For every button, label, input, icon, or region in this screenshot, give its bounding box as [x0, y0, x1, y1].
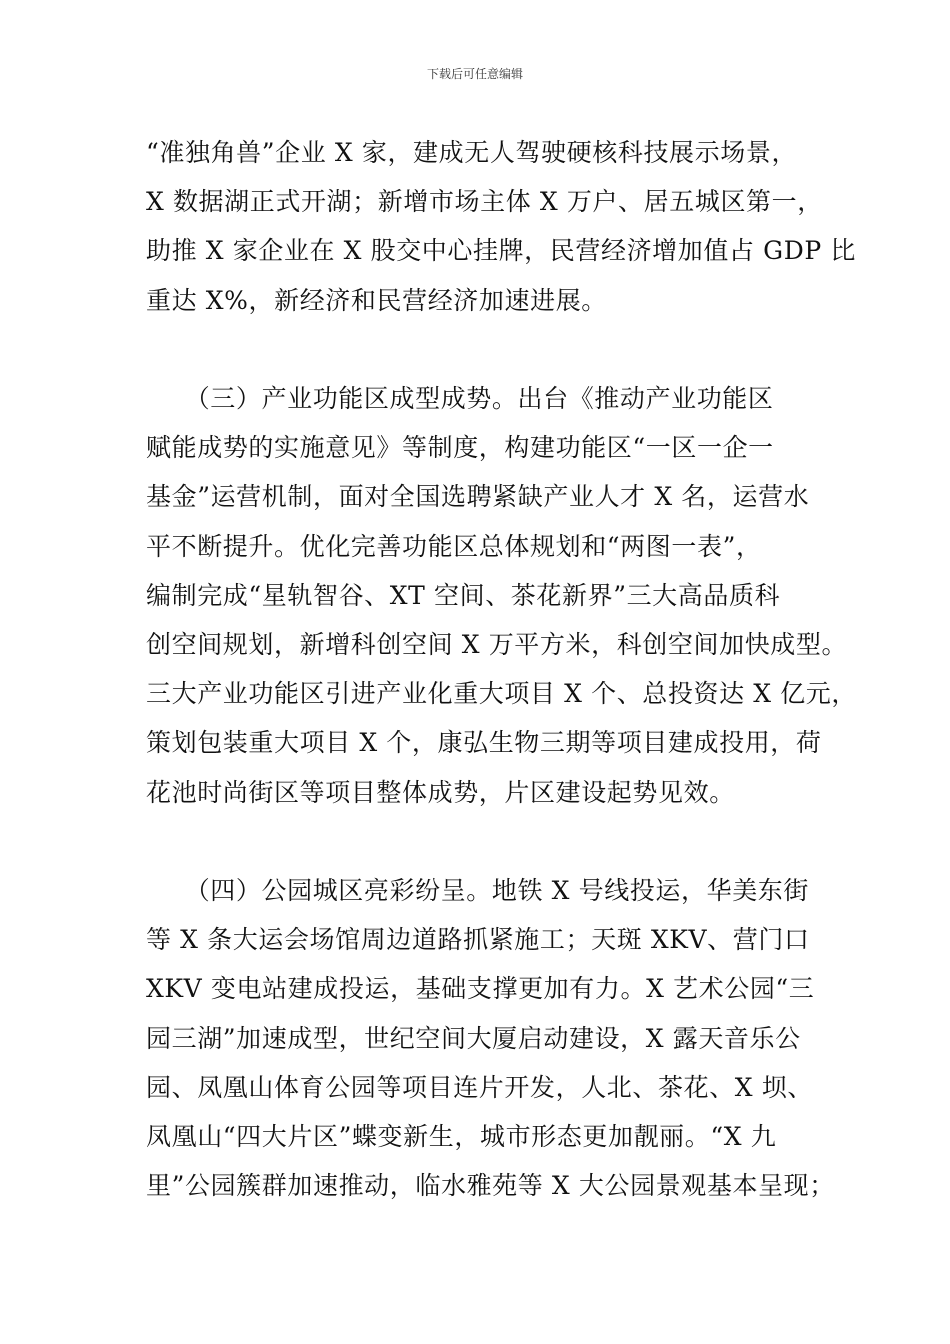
text-line: “准独角兽”企业 X 家，建成无人驾驶硬核科技展示场景， — [146, 138, 798, 167]
text-line: 等 X 条大运会场馆周边道路抓紧施工；天斑 XKV、营门口 — [146, 925, 810, 955]
text-line: 三大产业功能区引进产业化重大项目 X 个、总投资达 X 亿元， — [146, 679, 857, 709]
text-line: 平不断提升。优化完善功能区总体规划和“两图一表”， — [146, 531, 762, 561]
text-line: 花池时尚街区等项目整体成势，片区建设起势见效。 — [146, 777, 735, 807]
text-line: 凤凰山“四大片区”蝶变新生，城市形态更加靓丽。“X 九 — [146, 1122, 777, 1152]
paragraph-3 — [146, 866, 836, 1210]
paragraph-1 — [146, 128, 856, 325]
paragraph-2 — [146, 374, 857, 817]
text-line: （三）产业功能区成型成势。出台《推动产业功能区 — [146, 384, 774, 413]
text-line: 策划包装重大项目 X 个，康弘生物三期等项目建成投用，荷 — [146, 728, 822, 758]
text-line: 重达 X%，新经济和民营经济加速进展。 — [146, 285, 607, 315]
text-line: X 数据湖正式开湖；新增市场主体 X 万户、居五城区第一， — [146, 187, 823, 217]
page-header: 下载后可任意编辑 — [426, 67, 523, 81]
paragraph-gap — [146, 325, 836, 374]
text-line: 园、凤凰山体育公园等项目连片开发，人北、茶花、X 坝、 — [146, 1072, 813, 1102]
text-line: 基金”运营机制，面对全国选聘紧缺产业人才 X 名，运营水 — [146, 482, 810, 512]
text-line: （四）公园城区亮彩纷呈。地铁 X 号线投运，华美东街 — [146, 876, 809, 906]
text-line: 里”公园簇群加速推动，临水雅苑等 X 大公园景观基本呈现； — [146, 1171, 835, 1201]
paragraph-gap — [146, 817, 836, 866]
text-line: 园三湖”加速成型，世纪空间大厦启动建设，X 露天音乐公 — [146, 1023, 801, 1053]
document-body — [146, 128, 857, 1210]
text-line: 助推 X 家企业在 X 股交中心挂牌，民营经济增加值占 GDP 比 — [146, 236, 856, 266]
text-line: XKV 变电站建成投运，基础支撑更加有力。X 艺术公园“三 — [146, 974, 815, 1004]
text-line: 创空间规划，新增科创空间 X 万平方米，科创空间加快成型。 — [146, 630, 848, 660]
text-line: 编制完成“星轨智谷、XT 空间、茶花新界”三大高品质科 — [146, 580, 781, 610]
text-line: 赋能成势的实施意见》等制度，构建功能区“一区一企一 — [146, 433, 774, 463]
